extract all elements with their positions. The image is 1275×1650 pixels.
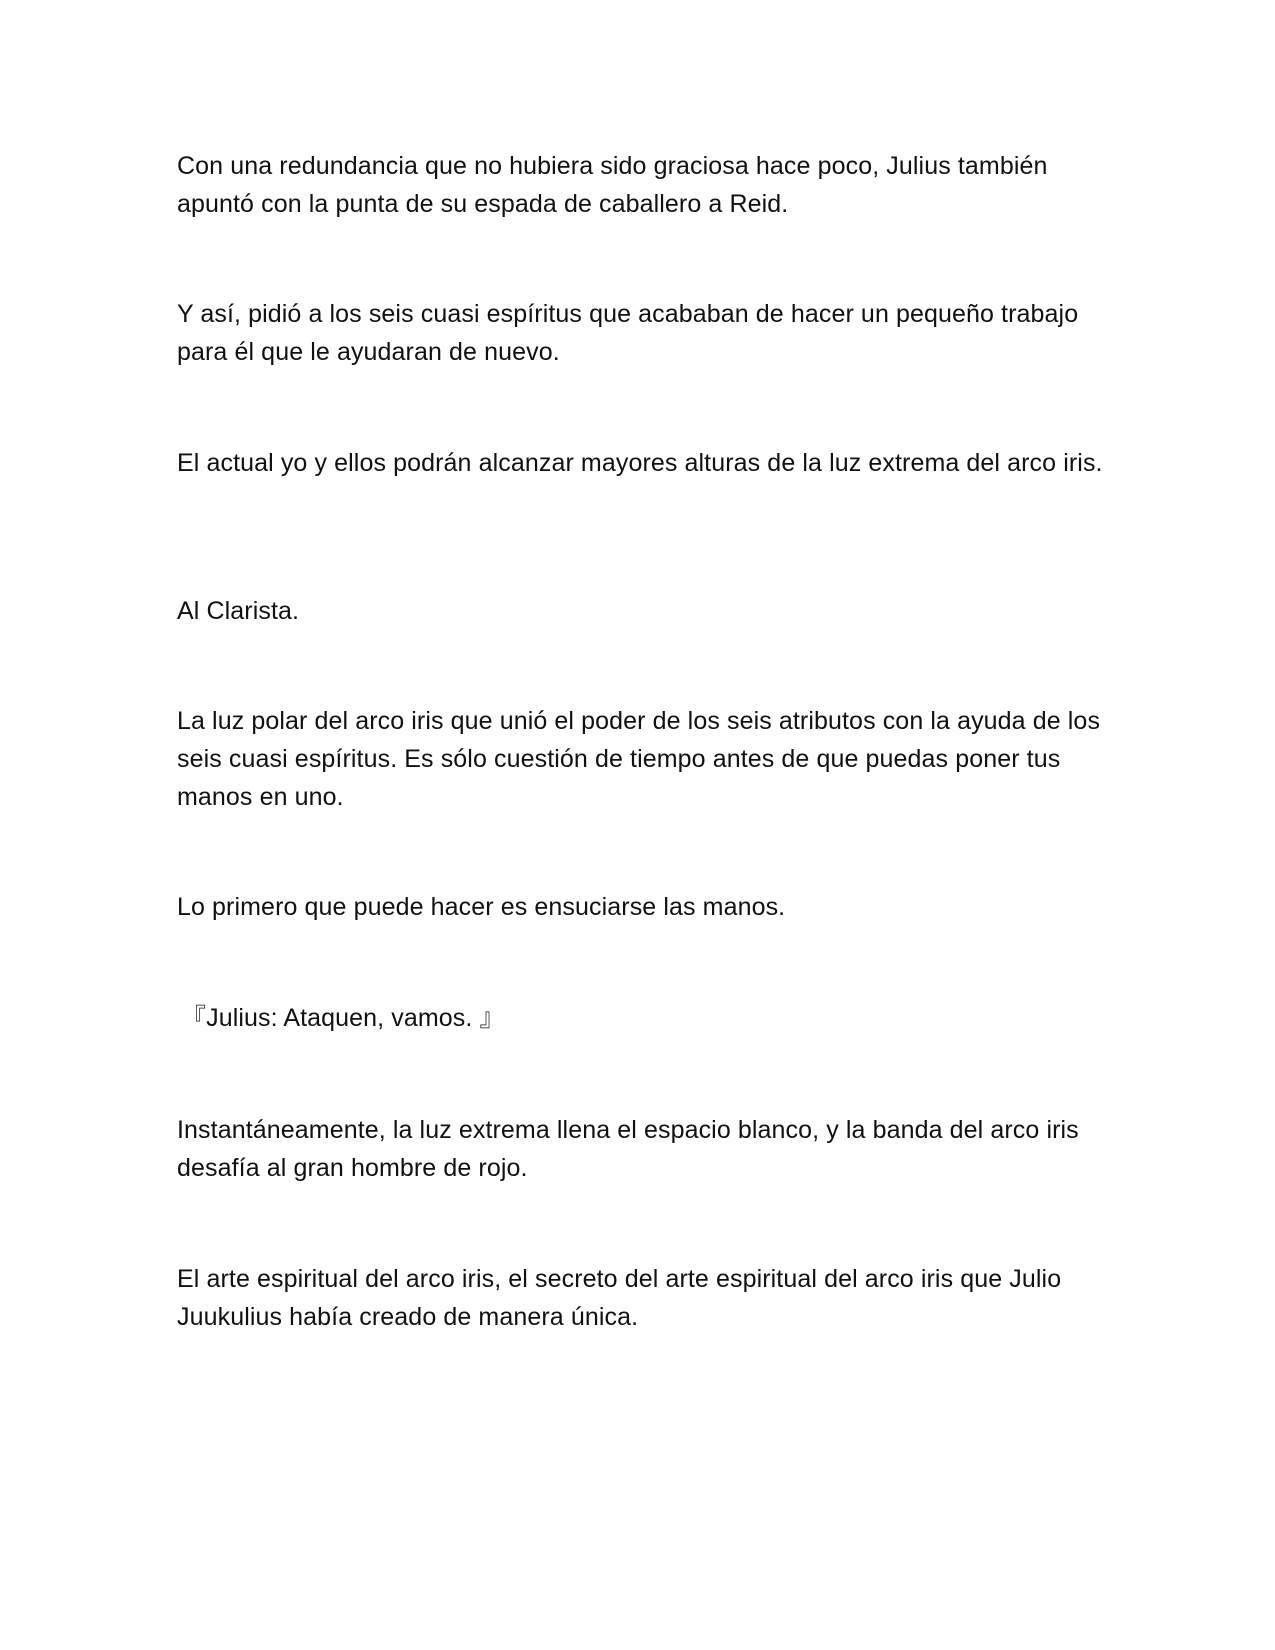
paragraph-9: El arte espiritual del arco iris, el secreto del arte espiritual del arco iris que Julio Juukulius había creado de manera única. bbox=[177, 1265, 1062, 1331]
paragraph-2: Y así, pidió a los seis cuasi espíritus que acababan de hacer un pequeño trabajo para él que le ayudaran de nuevo. bbox=[177, 300, 1079, 366]
paragraph-4: Al Clarista. bbox=[177, 597, 300, 625]
paragraph-3: El actual yo y ellos podrán alcanzar mayores alturas de la luz extrema del arco iris. bbox=[177, 449, 1103, 477]
paragraph-6: Lo primero que puede hacer es ensuciarse las manos. bbox=[177, 893, 786, 921]
paragraph-8: Instantáneamente, la luz extrema llena el espacio blanco, y la banda del arco iris desafía al gran hombre de rojo. bbox=[177, 1116, 1079, 1182]
paragraph-5: La luz polar del arco iris que unió el poder de los seis atributos con la ayuda de los seis cuasi espíritus. Es sólo cuestión de tiempo antes de que puedas poner tus manos en uno. bbox=[177, 707, 1101, 811]
paragraph-1: Con una redundancia que no hubiera sido graciosa hace poco, Julius también apuntó con la punta de su espada de caballero a Reid. bbox=[177, 152, 1048, 218]
dialogue-line: 『Julius: Ataquen, vamos. 』 bbox=[181, 1004, 505, 1032]
